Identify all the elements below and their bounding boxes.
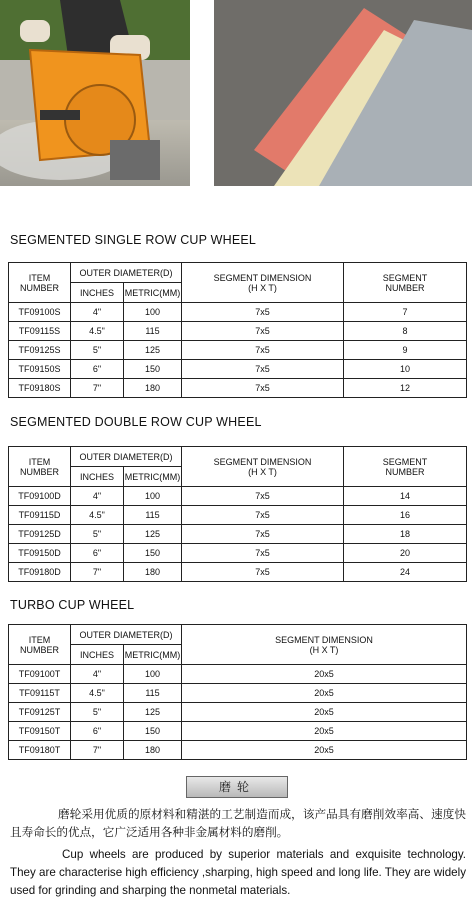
cell-metric: 150 xyxy=(124,722,182,741)
cell-num: 10 xyxy=(344,360,467,379)
cell-item: TF09100D xyxy=(9,487,71,506)
double-row-table xyxy=(8,446,467,582)
section-title-double-row: SEGMENTED DOUBLE ROW CUP WHEEL xyxy=(10,415,262,429)
cell-item: TF09125S xyxy=(9,341,71,360)
header-segment-dimension: SEGMENT DIMENSION (H X T) xyxy=(182,447,344,487)
cutting-saw-photo xyxy=(0,0,190,186)
header-segment-dimension: SEGMENT DIMENSION (H X T) xyxy=(182,625,467,665)
cell-dim: 7x5 xyxy=(182,544,344,563)
cell-item: TF09150T xyxy=(9,722,71,741)
table-row xyxy=(9,303,467,322)
cell-metric: 115 xyxy=(124,684,182,703)
cell-dim: 7x5 xyxy=(182,487,344,506)
header-inches: INCHES xyxy=(71,467,124,487)
cell-dim: 7x5 xyxy=(182,303,344,322)
cell-dim: 7x5 xyxy=(182,525,344,544)
cell-dim: 7x5 xyxy=(182,563,344,582)
cell-metric: 115 xyxy=(124,322,182,341)
cell-metric: 125 xyxy=(124,341,182,360)
cell-inches: 4" xyxy=(71,487,124,506)
cell-dim: 7x5 xyxy=(182,341,344,360)
table-row xyxy=(9,544,467,563)
header-inches: INCHES xyxy=(71,283,124,303)
cell-metric: 115 xyxy=(124,506,182,525)
cell-metric: 100 xyxy=(124,665,182,684)
header-segment-number: SEGMENT NUMBER xyxy=(344,263,467,303)
panels-illustration xyxy=(214,0,472,186)
cell-metric: 150 xyxy=(124,544,182,563)
cell-dim: 20x5 xyxy=(182,703,467,722)
cell-dim: 20x5 xyxy=(182,722,467,741)
cell-metric: 150 xyxy=(124,360,182,379)
cell-metric: 100 xyxy=(124,303,182,322)
cell-dim: 7x5 xyxy=(182,379,344,398)
cell-metric: 125 xyxy=(124,703,182,722)
cell-num: 12 xyxy=(344,379,467,398)
cell-inches: 5" xyxy=(71,341,124,360)
header-item-number: ITEM NUMBER xyxy=(9,447,71,487)
cell-item: TF09100S xyxy=(9,303,71,322)
table-row xyxy=(9,487,467,506)
cell-item: TF09150D xyxy=(9,544,71,563)
cell-inches: 4.5" xyxy=(71,506,124,525)
cell-inches: 7" xyxy=(71,563,124,582)
table-row xyxy=(9,360,467,379)
header-metric: METRIC(MM) xyxy=(124,283,182,303)
header-segment-dimension: SEGMENT DIMENSION (H X T) xyxy=(182,263,344,303)
cell-inches: 6" xyxy=(71,544,124,563)
header-segment-number: SEGMENT NUMBER xyxy=(344,447,467,487)
cell-inches: 4.5" xyxy=(71,322,124,341)
turbo-table xyxy=(8,624,467,760)
cell-num: 18 xyxy=(344,525,467,544)
cell-item: TF09115T xyxy=(9,684,71,703)
cell-inches: 6" xyxy=(71,722,124,741)
cell-metric: 125 xyxy=(124,525,182,544)
cell-item: TF09115S xyxy=(9,322,71,341)
cell-dim: 20x5 xyxy=(182,665,467,684)
header-outer-diameter: OUTER DIAMETER(D) xyxy=(71,625,182,645)
cell-dim: 20x5 xyxy=(182,741,467,760)
header-item-number: ITEM NUMBER xyxy=(9,263,71,303)
cell-inches: 5" xyxy=(71,525,124,544)
cell-num: 14 xyxy=(344,487,467,506)
table-row xyxy=(9,684,467,703)
header-metric: METRIC(MM) xyxy=(124,645,182,665)
section-title-turbo: TURBO CUP WHEEL xyxy=(10,598,135,612)
cell-num: 7 xyxy=(344,303,467,322)
cell-dim: 7x5 xyxy=(182,506,344,525)
cell-inches: 5" xyxy=(71,703,124,722)
cell-inches: 7" xyxy=(71,741,124,760)
cell-num: 24 xyxy=(344,563,467,582)
cell-item: TF09180D xyxy=(9,563,71,582)
cell-item: TF09180S xyxy=(9,379,71,398)
cell-item: TF09100T xyxy=(9,665,71,684)
cell-dim: 7x5 xyxy=(182,360,344,379)
cell-item: TF09115D xyxy=(9,506,71,525)
description-english: Cup wheels are produced by superior materials and exquisite technology. They are characterise high efficiency ,sharping, high speed and long life. They are widely used for grinding and sharping the nonmetal materials. xyxy=(10,848,466,897)
table-row xyxy=(9,722,467,741)
table-row xyxy=(9,525,467,544)
cell-num: 20 xyxy=(344,544,467,563)
header-outer-diameter: OUTER DIAMETER(D) xyxy=(71,263,182,283)
cell-dim: 20x5 xyxy=(182,684,467,703)
single-row-table xyxy=(8,262,467,398)
table-row xyxy=(9,741,467,760)
cell-num: 9 xyxy=(344,341,467,360)
header-item-number: ITEM NUMBER xyxy=(9,625,71,665)
cell-inches: 6" xyxy=(71,360,124,379)
header-metric: METRIC(MM) xyxy=(124,467,182,487)
header-outer-diameter: OUTER DIAMETER(D) xyxy=(71,447,182,467)
cell-metric: 180 xyxy=(124,563,182,582)
cell-inches: 4" xyxy=(71,665,124,684)
cell-dim: 7x5 xyxy=(182,322,344,341)
header-inches: INCHES xyxy=(71,645,124,665)
cell-item: TF09125T xyxy=(9,703,71,722)
description-chinese: 磨轮采用优质的原材料和精湛的工艺制造而成，该产品具有磨削效率高、速度快且寿命长的优点，它广泛适用各种非金属材料的磨削。 xyxy=(10,808,466,839)
cutting-saw-illustration xyxy=(0,0,190,186)
cell-inches: 4.5" xyxy=(71,684,124,703)
table-row xyxy=(9,379,467,398)
cell-item: TF09150S xyxy=(9,360,71,379)
section-title-single-row: SEGMENTED SINGLE ROW CUP WHEEL xyxy=(10,233,257,247)
table-row xyxy=(9,506,467,525)
table-row xyxy=(9,703,467,722)
cell-metric: 180 xyxy=(124,379,182,398)
table-row xyxy=(9,563,467,582)
cell-num: 8 xyxy=(344,322,467,341)
cell-num: 16 xyxy=(344,506,467,525)
cell-inches: 7" xyxy=(71,379,124,398)
cell-metric: 180 xyxy=(124,741,182,760)
cell-metric: 100 xyxy=(124,487,182,506)
cell-inches: 4" xyxy=(71,303,124,322)
cup-wheel-banner: 磨轮 xyxy=(186,776,288,798)
cell-item: TF09180T xyxy=(9,741,71,760)
table-row xyxy=(9,322,467,341)
ceramic-panels-photo xyxy=(214,0,472,186)
table-row xyxy=(9,341,467,360)
table-row xyxy=(9,665,467,684)
cell-item: TF09125D xyxy=(9,525,71,544)
